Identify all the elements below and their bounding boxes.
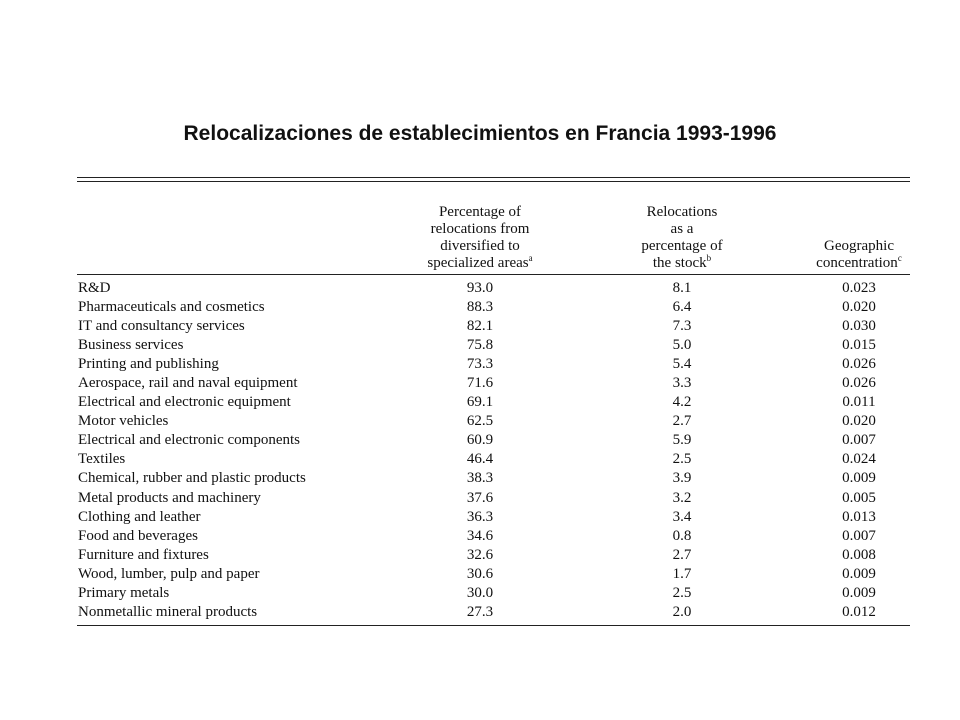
- sector-name-cell: IT and consultancy services: [78, 318, 245, 335]
- relocations-cell: 4.2: [672, 394, 692, 411]
- header-line: the stock: [652, 255, 707, 271]
- table-row: [77, 317, 910, 336]
- concentration-cell: 0.026: [842, 356, 876, 373]
- concentration-cell: 0.012: [842, 603, 876, 620]
- sector-name-cell: Wood, lumber, pulp and paper: [78, 565, 260, 582]
- header-relocations-stock: [602, 204, 762, 272]
- percentage-cell: 32.6: [466, 546, 494, 563]
- concentration-cell: 0.030: [842, 318, 876, 335]
- concentration-cell: 0.024: [842, 451, 876, 468]
- relocations-cell: 2.5: [672, 451, 692, 468]
- relocations-cell: 0.8: [672, 527, 692, 544]
- sector-name-cell: Printing and publishing: [78, 356, 219, 373]
- footnote-mark: a: [528, 253, 533, 263]
- bottom-rule: [77, 625, 910, 626]
- sector-name-cell: Motor vehicles: [78, 413, 169, 430]
- percentage-cell: 71.6: [466, 375, 494, 392]
- relocations-cell: 2.7: [672, 546, 692, 563]
- table-body: [77, 279, 910, 622]
- sector-name-cell: Clothing and leather: [78, 508, 201, 525]
- relocations-cell: 3.4: [672, 508, 692, 525]
- table-row: [77, 412, 910, 431]
- table-row: [77, 565, 910, 584]
- sector-name-cell: Aerospace, rail and naval equipment: [78, 375, 298, 392]
- sector-name-cell: Metal products and machinery: [78, 489, 261, 506]
- concentration-cell: 0.008: [842, 546, 876, 563]
- concentration-cell: 0.011: [842, 394, 876, 411]
- table-header: [77, 188, 910, 274]
- sector-name-cell: R&D: [78, 280, 111, 296]
- table-row: [77, 469, 910, 488]
- concentration-cell: 0.007: [842, 527, 876, 544]
- relocations-cell: 6.4: [672, 299, 692, 316]
- concentration-cell: 0.020: [842, 299, 876, 316]
- concentration-cell: 0.009: [842, 470, 876, 487]
- concentration-cell: 0.005: [842, 489, 876, 506]
- table-row: [77, 527, 910, 546]
- sector-name-cell: Nonmetallic mineral products: [78, 603, 258, 620]
- slide-title: Relocalizaciones de establecimientos en Francia 1993-1996: [183, 122, 777, 145]
- percentage-cell: 82.1: [466, 318, 494, 335]
- table-row: [77, 508, 910, 527]
- relocations-cell: 5.4: [672, 356, 692, 373]
- top-rule-second: [77, 181, 910, 182]
- concentration-cell: 0.015: [842, 337, 876, 354]
- sector-name-cell: Electrical and electronic components: [78, 432, 300, 449]
- concentration-cell: 0.013: [842, 508, 876, 525]
- relocations-cell: 3.3: [672, 375, 692, 392]
- percentage-cell: 36.3: [466, 508, 494, 525]
- header-percentage-relocations: [395, 204, 565, 272]
- concentration-cell: 0.007: [842, 432, 876, 449]
- percentage-cell: 46.4: [466, 451, 494, 468]
- percentage-cell: 30.6: [466, 565, 494, 582]
- relocations-table: [77, 177, 910, 626]
- table-row: [77, 450, 910, 469]
- table-row: [77, 355, 910, 374]
- header-line: specialized areas: [427, 255, 529, 271]
- top-rule: [77, 177, 910, 178]
- relocations-cell: 2.7: [672, 413, 692, 430]
- sector-name-cell: Food and beverages: [78, 527, 198, 544]
- percentage-cell: 88.3: [466, 299, 494, 316]
- header-geographic-concentration: [789, 238, 929, 272]
- header-line: percentage of: [641, 238, 723, 254]
- percentage-cell: 62.5: [466, 413, 494, 430]
- relocations-cell: 5.9: [672, 432, 692, 449]
- concentration-cell: 0.020: [842, 413, 876, 430]
- concentration-cell: 0.009: [842, 565, 876, 582]
- relocations-cell: 2.0: [672, 603, 692, 620]
- table-row: [77, 489, 910, 508]
- percentage-cell: 69.1: [466, 394, 494, 411]
- header-line: diversified to: [440, 238, 520, 254]
- table-row: [77, 279, 910, 298]
- header-line: Geographic: [824, 238, 894, 254]
- sector-name-cell: Pharmaceuticals and cosmetics: [78, 299, 265, 316]
- header-line: relocations from: [430, 221, 530, 237]
- table-row: [77, 393, 910, 412]
- concentration-cell: 0.009: [842, 584, 876, 601]
- percentage-cell: 34.6: [466, 527, 494, 544]
- percentage-cell: 75.8: [466, 337, 494, 354]
- percentage-cell: 93.0: [466, 280, 494, 296]
- table-row: [77, 374, 910, 393]
- table-row: [77, 546, 910, 565]
- sector-name-cell: Primary metals: [78, 584, 170, 601]
- sector-name-cell: Chemical, rubber and plastic products: [78, 470, 306, 487]
- relocations-cell: 3.9: [672, 470, 692, 487]
- footnote-mark: b: [706, 253, 712, 263]
- relocations-cell: 3.2: [672, 489, 692, 506]
- header-line: as a: [670, 221, 694, 237]
- sector-name-cell: Furniture and fixtures: [78, 546, 209, 563]
- header-line: Percentage of: [438, 204, 522, 220]
- relocations-cell: 2.5: [672, 584, 692, 601]
- table-row: [77, 603, 910, 622]
- table-row: [77, 336, 910, 355]
- table-row: [77, 431, 910, 450]
- header-rule: [77, 274, 910, 275]
- sector-name-cell: Textiles: [78, 451, 126, 468]
- percentage-cell: 60.9: [466, 432, 494, 449]
- sector-name-cell: Electrical and electronic equipment: [78, 394, 291, 411]
- footnote-mark: c: [897, 253, 902, 263]
- relocations-cell: 1.7: [672, 565, 692, 582]
- concentration-cell: 0.023: [842, 280, 876, 296]
- sector-name-cell: Business services: [78, 337, 184, 354]
- header-line: concentration: [816, 255, 898, 271]
- concentration-cell: 0.026: [842, 375, 876, 392]
- relocations-cell: 8.1: [672, 280, 692, 296]
- header-line: Relocations: [646, 204, 718, 220]
- percentage-cell: 37.6: [466, 489, 494, 506]
- percentage-cell: 38.3: [466, 470, 494, 487]
- table-row: [77, 584, 910, 603]
- percentage-cell: 30.0: [466, 584, 494, 601]
- relocations-cell: 7.3: [672, 318, 692, 335]
- relocations-cell: 5.0: [672, 337, 692, 354]
- table-row: [77, 298, 910, 317]
- percentage-cell: 27.3: [466, 603, 494, 620]
- percentage-cell: 73.3: [466, 356, 494, 373]
